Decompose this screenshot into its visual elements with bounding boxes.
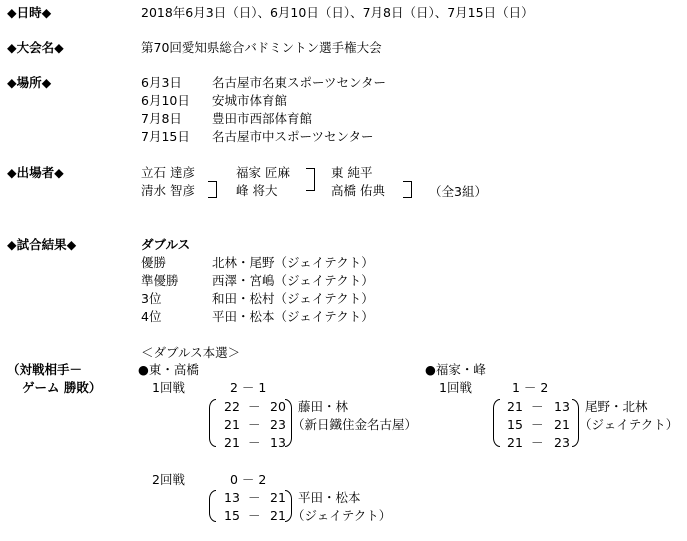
player-name: 清水 智彦 (141, 183, 195, 198)
game-own: 21 (224, 435, 240, 450)
result-names: 平田・松本（ジェイテクト） (212, 309, 374, 324)
match-score: 0 － 2 (230, 472, 267, 487)
venue-date: 6月3日 (141, 75, 182, 90)
right-paren (572, 399, 579, 447)
pair-name: ●福家・峰 (425, 362, 486, 377)
game-sep: － (248, 508, 261, 523)
venue-heading: ◆場所◆ (7, 75, 52, 90)
tournament-heading: ◆大会名◆ (7, 40, 64, 55)
game-opp: 23 (554, 435, 570, 450)
game-opp: 20 (270, 399, 286, 414)
venue-place: 名古屋市中スポーツセンター (212, 129, 374, 144)
results-heading: ◆試合結果◆ (7, 237, 77, 252)
game-opp: 21 (270, 490, 286, 505)
game-own: 15 (224, 508, 240, 523)
round-label: 1回戦 (152, 380, 185, 395)
player-name: 峰 将大 (236, 183, 278, 198)
round-label: 1回戦 (439, 380, 472, 395)
match-score: 1 － 2 (512, 380, 549, 395)
result-names: 和田・松村（ジェイテクト） (212, 291, 374, 306)
left-paren (493, 399, 500, 447)
player-name: 福家 匠麻 (236, 165, 290, 180)
game-own: 21 (507, 435, 523, 450)
result-rank: 3位 (141, 291, 162, 306)
side-label-line1: （対戦相手－ (7, 362, 83, 377)
right-paren (285, 399, 292, 447)
game-sep: － (248, 490, 261, 505)
opponent-name: 藤田・林 (298, 399, 349, 414)
round-label: 2回戦 (152, 472, 185, 487)
game-sep: － (248, 435, 261, 450)
game-sep: － (531, 435, 544, 450)
opponent-team: （新日鐵住金名古屋） (292, 417, 418, 432)
players-total: （全3組） (429, 184, 487, 199)
player-name: 東 純平 (331, 165, 373, 180)
game-sep: － (248, 417, 261, 432)
pair-bracket (208, 189, 217, 198)
result-names: 西澤・宮嶋（ジェイテクト） (212, 273, 374, 288)
left-paren (209, 490, 216, 522)
game-sep: － (248, 399, 261, 414)
tournament-name: 第70回愛知県総合バドミントン選手権大会 (141, 40, 382, 55)
results-category: ダブルス (141, 237, 191, 252)
venue-date: 7月15日 (141, 129, 190, 144)
left-paren (209, 399, 216, 447)
date-heading: ◆日時◆ (7, 5, 52, 20)
game-opp: 21 (554, 417, 570, 432)
venue-place: 安城市体育館 (212, 93, 288, 108)
game-own: 15 (507, 417, 523, 432)
game-own: 13 (224, 490, 240, 505)
game-opp: 13 (270, 435, 286, 450)
players-heading: ◆出場者◆ (7, 165, 64, 180)
side-label-line2: ゲーム 勝敗） (22, 380, 102, 395)
game-opp: 23 (270, 417, 286, 432)
result-rank: 優勝 (141, 255, 167, 270)
game-opp: 13 (554, 399, 570, 414)
pair-bracket (403, 189, 412, 198)
section-title: ＜ダブルス本選＞ (141, 345, 241, 360)
match-score: 2 － 1 (230, 380, 267, 395)
pair-bracket (306, 179, 315, 191)
date-value: 2018年6月3日（日）、6月10日（日）、7月8日（日）、7月15日（日） (141, 5, 534, 20)
opponent-team: （ジェイテクト） (292, 508, 392, 523)
player-name: 立石 達彦 (141, 165, 195, 180)
venue-place: 名古屋市名東スポーツセンター (212, 75, 387, 90)
game-sep: － (531, 417, 544, 432)
result-names: 北林・尾野（ジェイテクト） (212, 255, 374, 270)
venue-place: 豊田市西部体育館 (212, 111, 313, 126)
game-own: 21 (507, 399, 523, 414)
player-name: 高橋 佑典 (331, 183, 385, 198)
game-opp: 21 (270, 508, 286, 523)
venue-date: 6月10日 (141, 93, 190, 108)
game-sep: － (531, 399, 544, 414)
opponent-name: 尾野・北林 (585, 399, 648, 414)
result-rank: 4位 (141, 309, 162, 324)
game-own: 21 (224, 417, 240, 432)
opponent-name: 平田・松本 (298, 490, 361, 505)
game-own: 22 (224, 399, 240, 414)
pair-name: ●東・高橋 (138, 362, 199, 377)
result-rank: 準優勝 (141, 273, 179, 288)
right-paren (285, 490, 292, 522)
opponent-team: （ジェイテクト） (579, 417, 679, 432)
venue-date: 7月8日 (141, 111, 182, 126)
